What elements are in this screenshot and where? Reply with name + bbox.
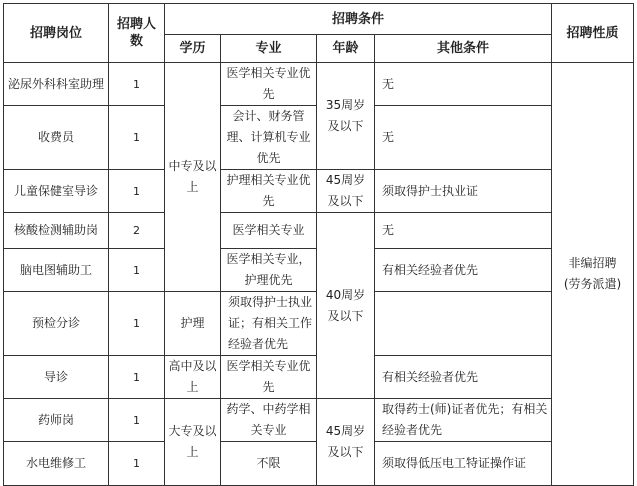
major-cell: 医学相关专业优先 xyxy=(221,63,317,106)
major-cell: 医学相关专业优先 xyxy=(221,356,317,399)
other-cell: 须取得护士执业证 xyxy=(375,170,552,213)
count-cell: 1 xyxy=(109,106,165,170)
age-cell: 40周岁及以下 xyxy=(317,213,375,399)
major-cell: 护理相关专业优先 xyxy=(221,170,317,213)
major-cell: 药学、中药学相关专业 xyxy=(221,399,317,442)
education-cell: 大专及以上 xyxy=(165,399,221,486)
count-cell: 1 xyxy=(109,249,165,292)
header-education: 学历 xyxy=(165,35,221,63)
position-cell: 水电维修工 xyxy=(4,442,109,486)
header-conditions: 招聘条件 xyxy=(165,4,552,35)
count-cell: 1 xyxy=(109,292,165,356)
count-cell: 1 xyxy=(109,63,165,106)
other-cell: 取得药士(师)证者优先；有相关经验者优先 xyxy=(375,399,552,442)
other-cell: 有相关经验者优先 xyxy=(375,249,552,292)
header-position: 招聘岗位 xyxy=(4,4,109,63)
position-cell: 儿童保健室导诊 xyxy=(4,170,109,213)
other-cell: 无 xyxy=(375,106,552,170)
position-cell: 导诊 xyxy=(4,356,109,399)
education-cell: 高中及以上 xyxy=(165,356,221,399)
position-cell: 核酸检测辅助岗 xyxy=(4,213,109,249)
header-major: 专业 xyxy=(221,35,317,63)
count-cell: 2 xyxy=(109,213,165,249)
other-cell: 须取得护士执业证；有相关工作经验者优先 xyxy=(221,292,317,356)
header-other: 其他条件 xyxy=(375,35,552,63)
count-cell: 1 xyxy=(109,399,165,442)
table-row xyxy=(4,170,634,213)
header-age: 年龄 xyxy=(317,35,375,63)
age-cell: 45周岁及以下 xyxy=(317,170,375,213)
position-cell: 收费员 xyxy=(4,106,109,170)
other-cell: 有相关经验者优先 xyxy=(375,356,552,399)
other-cell: 无 xyxy=(375,63,552,106)
education-cell: 中专及以上 xyxy=(165,63,221,292)
major-cell: 医学相关专业，护理优先 xyxy=(221,249,317,292)
count-cell: 1 xyxy=(109,356,165,399)
header-nature: 招聘性质 xyxy=(552,4,634,63)
table-row xyxy=(4,63,634,106)
major-cell: 医学相关专业 xyxy=(221,213,317,249)
recruitment-table-container xyxy=(3,3,634,486)
nature-cell xyxy=(552,63,634,486)
table-row xyxy=(4,399,634,442)
count-cell: 1 xyxy=(109,442,165,486)
recruitment-table xyxy=(3,3,634,486)
header-count: 招聘人数 xyxy=(109,4,165,63)
other-cell: 须取得低压电工特证操作证 xyxy=(375,442,552,486)
position-cell: 预检分诊 xyxy=(4,292,109,356)
age-cell: 45周岁及以下 xyxy=(317,399,375,486)
other-cell: 无 xyxy=(375,213,552,249)
count-cell: 1 xyxy=(109,170,165,213)
position-cell: 泌尿外科科室助理 xyxy=(4,63,109,106)
nature-line-1: 非编招聘 xyxy=(568,256,617,270)
major-cell: 护理 xyxy=(165,292,221,356)
major-cell: 不限 xyxy=(221,442,317,486)
major-cell: 会计、财务管理、计算机专业优先 xyxy=(221,106,317,170)
position-cell: 脑电图辅助工 xyxy=(4,249,109,292)
position-cell: 药师岗 xyxy=(4,399,109,442)
nature-line-2: (劳务派遣) xyxy=(563,277,622,291)
age-cell: 35周岁及以下 xyxy=(317,63,375,170)
table-row xyxy=(4,213,634,249)
